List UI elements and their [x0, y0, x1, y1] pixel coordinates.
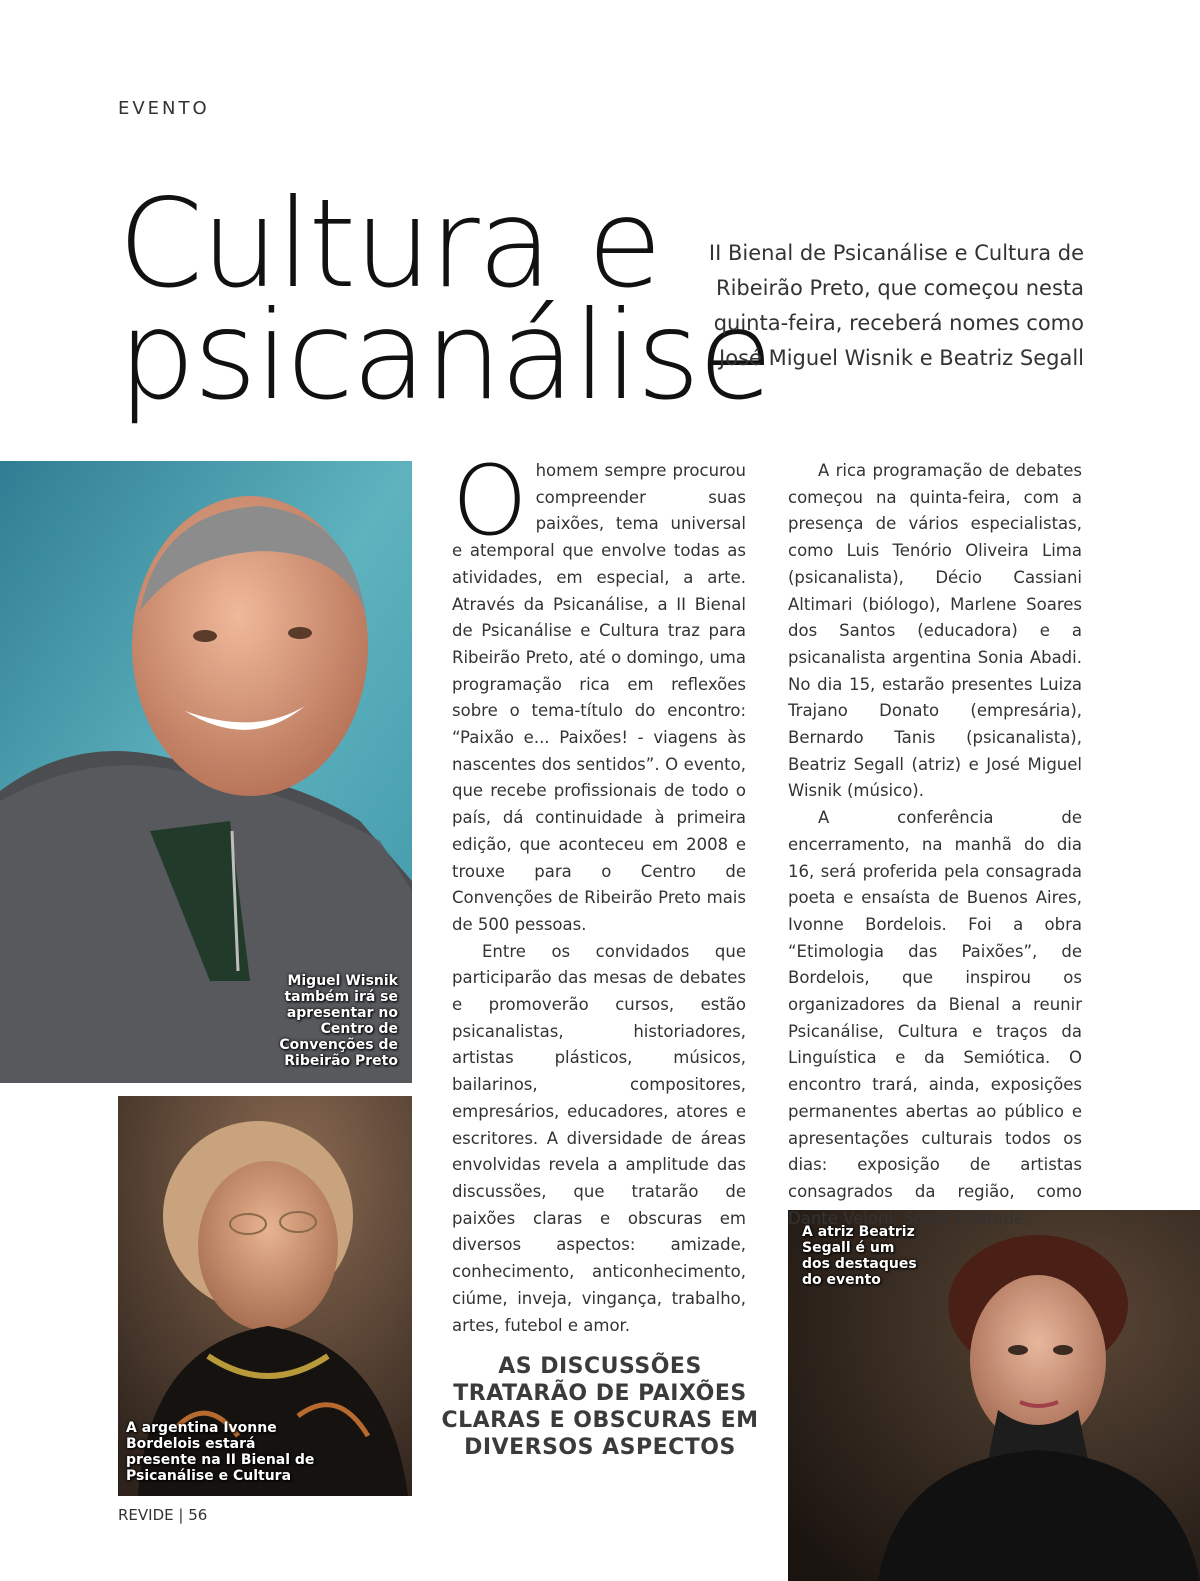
- paragraph: Entre os convidados que participarão das mesas de debates e promoverão cursos, estão psicanalistas, historiadores, artistas plásticos, músicos, bailarinos, compositores, empresários, educadores, atores e escritores. A diversidade de áreas envolvidas revela a amplitude das discussões, que tratarão de paixões claras e obscuras em diversos aspectos: amizade, conhecimento, anticonhecimento, ciúme, inveja, vingança, trabalho, artes, futebol e amor.: [452, 941, 746, 1335]
- page-number: 56: [188, 1506, 208, 1524]
- headline-line-2: psicanálise: [118, 285, 772, 427]
- paragraph: A rica programação de debates começou na quinta-feira, com a presença de vários especialistas, como Luis Tenório Oliveira Lima (psicanalista), Décio Cassiani Altimari (biólogo), Marlene Soares dos Santos (educadora) e a psicanalista argentina Sonia Abadi. No dia 15, estarão presentes Luiza Trajano Donato (empresária), Bernardo Tanis (psicanalista), Beatriz Segall (atriz) e José Miguel Wisnik (músico).: [788, 461, 1082, 801]
- paragraph: A conferência de encerramento, na manhã do dia 16, será proferida pela consagrada poeta e ensaísta de Buenos Aires, Ivonne Bordelois. Foi a obra “Etimologia das Paixões”, de Bordelois, que inspirou os organizadores da Bienal a reunir Psicanálise, Cultura e traços da Linguística e da Semiótica. O encontro trará, ainda, exposições permanentes abertas ao público e apresentações culturais todos os dias: exposição de artistas consagrados da região, como Dante Veloni, Sônia Andrade,: [788, 808, 1082, 1228]
- photo-ivonne-bordelois: [118, 1096, 412, 1496]
- headline-line-1: Cultura e: [118, 173, 661, 315]
- caption-wisnik: Miguel Wisnik também irá se apresentar no Centro de Convenções de Ribeirão Preto: [279, 973, 398, 1069]
- photo-beatriz-segall: [788, 1210, 1200, 1581]
- section-label: EVENTO: [118, 98, 210, 119]
- photo-miguel-wisnik: [0, 461, 412, 1083]
- paragraph-text: homem sempre procurou compreender suas paixões, tema universal e atemporal que envolve todas as atividades, em especial, a arte. Através da Psicanálise, a II Bienal de Psicanálise e Cultura traz para Ribeirão Preto, até o domingo, uma programação rica em reflexões sobre o tema-título do encontro: “Paixão e... Paixões! - viagens às nascentes dos sentidos”. O evento, que recebe profissionais de todo o país, dá continuidade à primeira edição, que aconteceu em 2008 e trouxe para o Centro de Convenções de Ribeirão Preto mais de 500 pessoas.: [452, 461, 746, 934]
- drop-cap: O: [452, 445, 528, 557]
- pull-quote: AS DISCUSSÕES TRATARÃO DE PAIXÕES CLARAS E OBSCURAS EM DIVERSOS ASPECTOS: [441, 1354, 759, 1460]
- paragraph: [452, 445, 746, 939]
- caption-bordelois: A argentina Ivonne Bordelois estará presente na II Bienal de Psicanálise e Cultura: [126, 1420, 315, 1484]
- page-footer: [118, 1506, 207, 1524]
- publication-name: REVIDE: [118, 1506, 174, 1524]
- headline: [118, 173, 772, 427]
- caption-segall: A atriz Beatriz Segall é um dos destaques do evento: [802, 1224, 917, 1288]
- article-column-2: [788, 458, 1082, 1232]
- subtitle: II Bienal de Psicanálise e Cultura de Ribeirão Preto, que começou nesta quinta-feira, receberá nomes como José Miguel Wisnik e Beatriz Segall: [708, 241, 1084, 370]
- footer-separator: |: [178, 1506, 184, 1524]
- article-column-1: [452, 445, 746, 1339]
